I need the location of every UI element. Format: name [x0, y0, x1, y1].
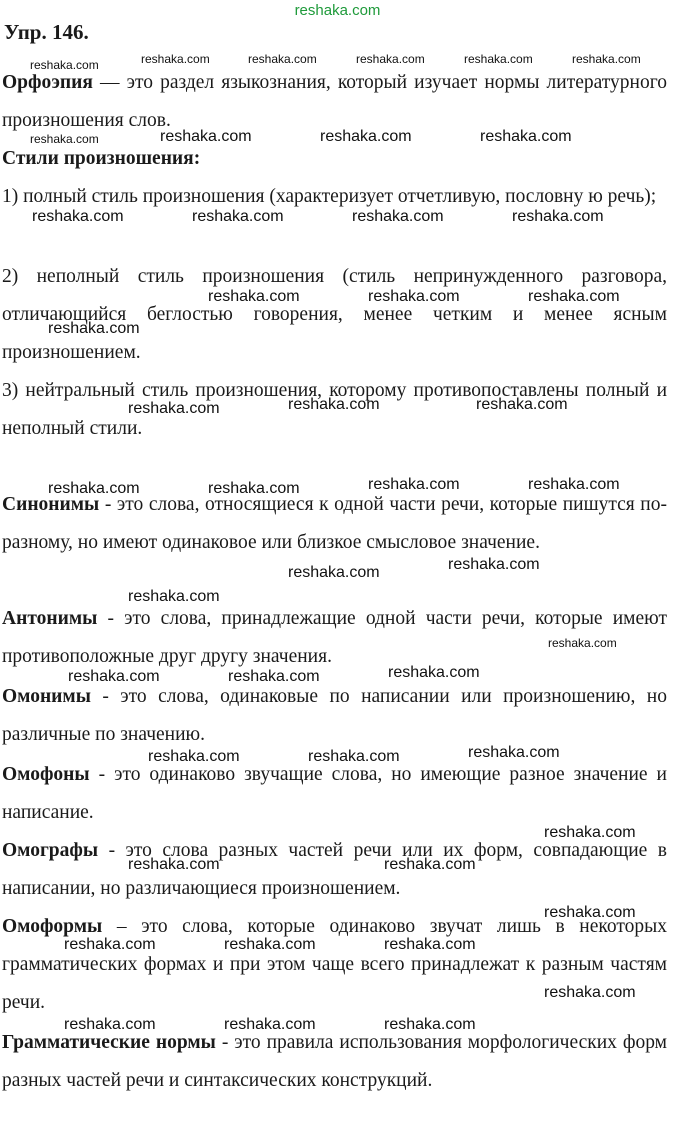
- watermark: reshaka.com: [464, 52, 533, 66]
- watermark: reshaka.com: [308, 748, 400, 765]
- style-item-3: 3) нейтральный стиль произношения, которому противопоставлены полный и неполный стили.: [2, 380, 667, 439]
- watermark: reshaka.com: [476, 396, 568, 413]
- watermark: reshaka.com: [30, 132, 99, 146]
- definition: - это одинаково звучащие слова, но имеющие разное значение и написание.: [2, 764, 667, 823]
- watermark: reshaka.com: [248, 52, 317, 66]
- watermark: reshaka.com: [48, 480, 140, 497]
- watermark: reshaka.com: [48, 320, 140, 337]
- watermark: reshaka.com: [528, 288, 620, 305]
- watermark: reshaka.com: [192, 208, 284, 225]
- watermark: reshaka.com: [68, 668, 160, 685]
- definition: - это слова, одинаковые по написании или произношению, но различные по значению.: [2, 686, 667, 745]
- watermark: reshaka.com: [384, 936, 476, 953]
- term: Орфоэпия: [2, 72, 93, 93]
- watermark: reshaka.com: [388, 664, 480, 681]
- watermark: reshaka.com: [544, 824, 636, 841]
- watermark: reshaka.com: [30, 58, 99, 72]
- watermark: reshaka.com: [544, 984, 636, 1001]
- watermark: reshaka.com: [160, 128, 252, 145]
- watermark: reshaka.com: [288, 564, 380, 581]
- definition: — это раздел языкознания, который изучает нормы литературного произношения слов.: [2, 72, 667, 131]
- watermark: reshaka.com: [224, 1016, 316, 1033]
- term: Омонимы: [2, 686, 91, 707]
- watermark: reshaka.com: [352, 208, 444, 225]
- paragraph-grammaticheskie-normy: [2, 1024, 667, 1100]
- watermark: reshaka.com: [224, 936, 316, 953]
- watermark: reshaka.com: [384, 856, 476, 873]
- watermark: reshaka.com: [356, 52, 425, 66]
- definition: - это слова, относящиеся к одной части речи, которые пишутся по-разному, но имеют одинаковое или близкое смысловое значение.: [2, 494, 667, 553]
- exercise-title: Упр. 146.: [4, 20, 89, 44]
- watermark: reshaka.com: [368, 288, 460, 305]
- watermark: reshaka.com: [572, 52, 641, 66]
- paragraph-omoformy: [2, 908, 667, 1022]
- term: Грамматические нормы: [2, 1032, 216, 1053]
- paragraph-omografy: [2, 832, 667, 908]
- watermark: reshaka.com: [512, 208, 604, 225]
- paragraph-omofony: [2, 756, 667, 832]
- watermark: reshaka.com: [228, 668, 320, 685]
- watermark: reshaka.com: [32, 208, 124, 225]
- watermark: reshaka.com: [448, 556, 540, 573]
- watermark: reshaka.com: [368, 476, 460, 493]
- watermark: reshaka.com: [528, 476, 620, 493]
- term: Омофоны: [2, 764, 90, 785]
- definition: - это слова, принадлежащие одной части речи, которые имеют противоположные друг другу значения.: [2, 608, 667, 667]
- watermark: reshaka.com: [480, 128, 572, 145]
- watermark: reshaka.com: [544, 904, 636, 921]
- watermark: reshaka.com: [468, 744, 560, 761]
- style-item-1: 1) полный стиль произношения (характеризует отчетливую, пословну ю речь);: [2, 186, 657, 207]
- watermark: reshaka.com: [288, 396, 380, 413]
- paragraph-omonimy: [2, 678, 667, 754]
- watermark: reshaka.com: [208, 288, 300, 305]
- definition: - это слова разных частей речи или их форм, совпадающие в написании, но различающиеся произношением.: [2, 840, 667, 899]
- watermark: reshaka.com: [128, 588, 220, 605]
- watermark: reshaka.com: [148, 748, 240, 765]
- term: Омоформы: [2, 916, 103, 937]
- watermark: reshaka.com: [64, 936, 156, 953]
- watermark: reshaka.com: [141, 52, 210, 66]
- watermark: reshaka.com: [320, 128, 412, 145]
- term: Антонимы: [2, 608, 98, 629]
- watermark-top: reshaka.com: [294, 2, 381, 19]
- watermark: reshaka.com: [128, 856, 220, 873]
- watermark: reshaka.com: [64, 1016, 156, 1033]
- term: Омографы: [2, 840, 99, 861]
- watermark: reshaka.com: [128, 400, 220, 417]
- styles-heading: Стили произношения:: [2, 148, 201, 169]
- definition: - это правила использования морфологических форм разных частей речи и синтаксических конструкций.: [2, 1032, 668, 1091]
- watermark: reshaka.com: [548, 636, 617, 650]
- watermark: reshaka.com: [384, 1016, 476, 1033]
- watermark: reshaka.com: [208, 480, 300, 497]
- term: Синонимы: [2, 494, 100, 515]
- style-item-2: 2) неполный стиль произношения (стиль непринужденного разговора, отличающийся беглостью говорения, менее четким и менее ясным произношением.: [2, 266, 667, 363]
- definition: – это слова, которые одинаково звучат лишь в некоторых грамматических формах и при этом чаще всего принадлежат к разным частям речи.: [2, 916, 667, 1013]
